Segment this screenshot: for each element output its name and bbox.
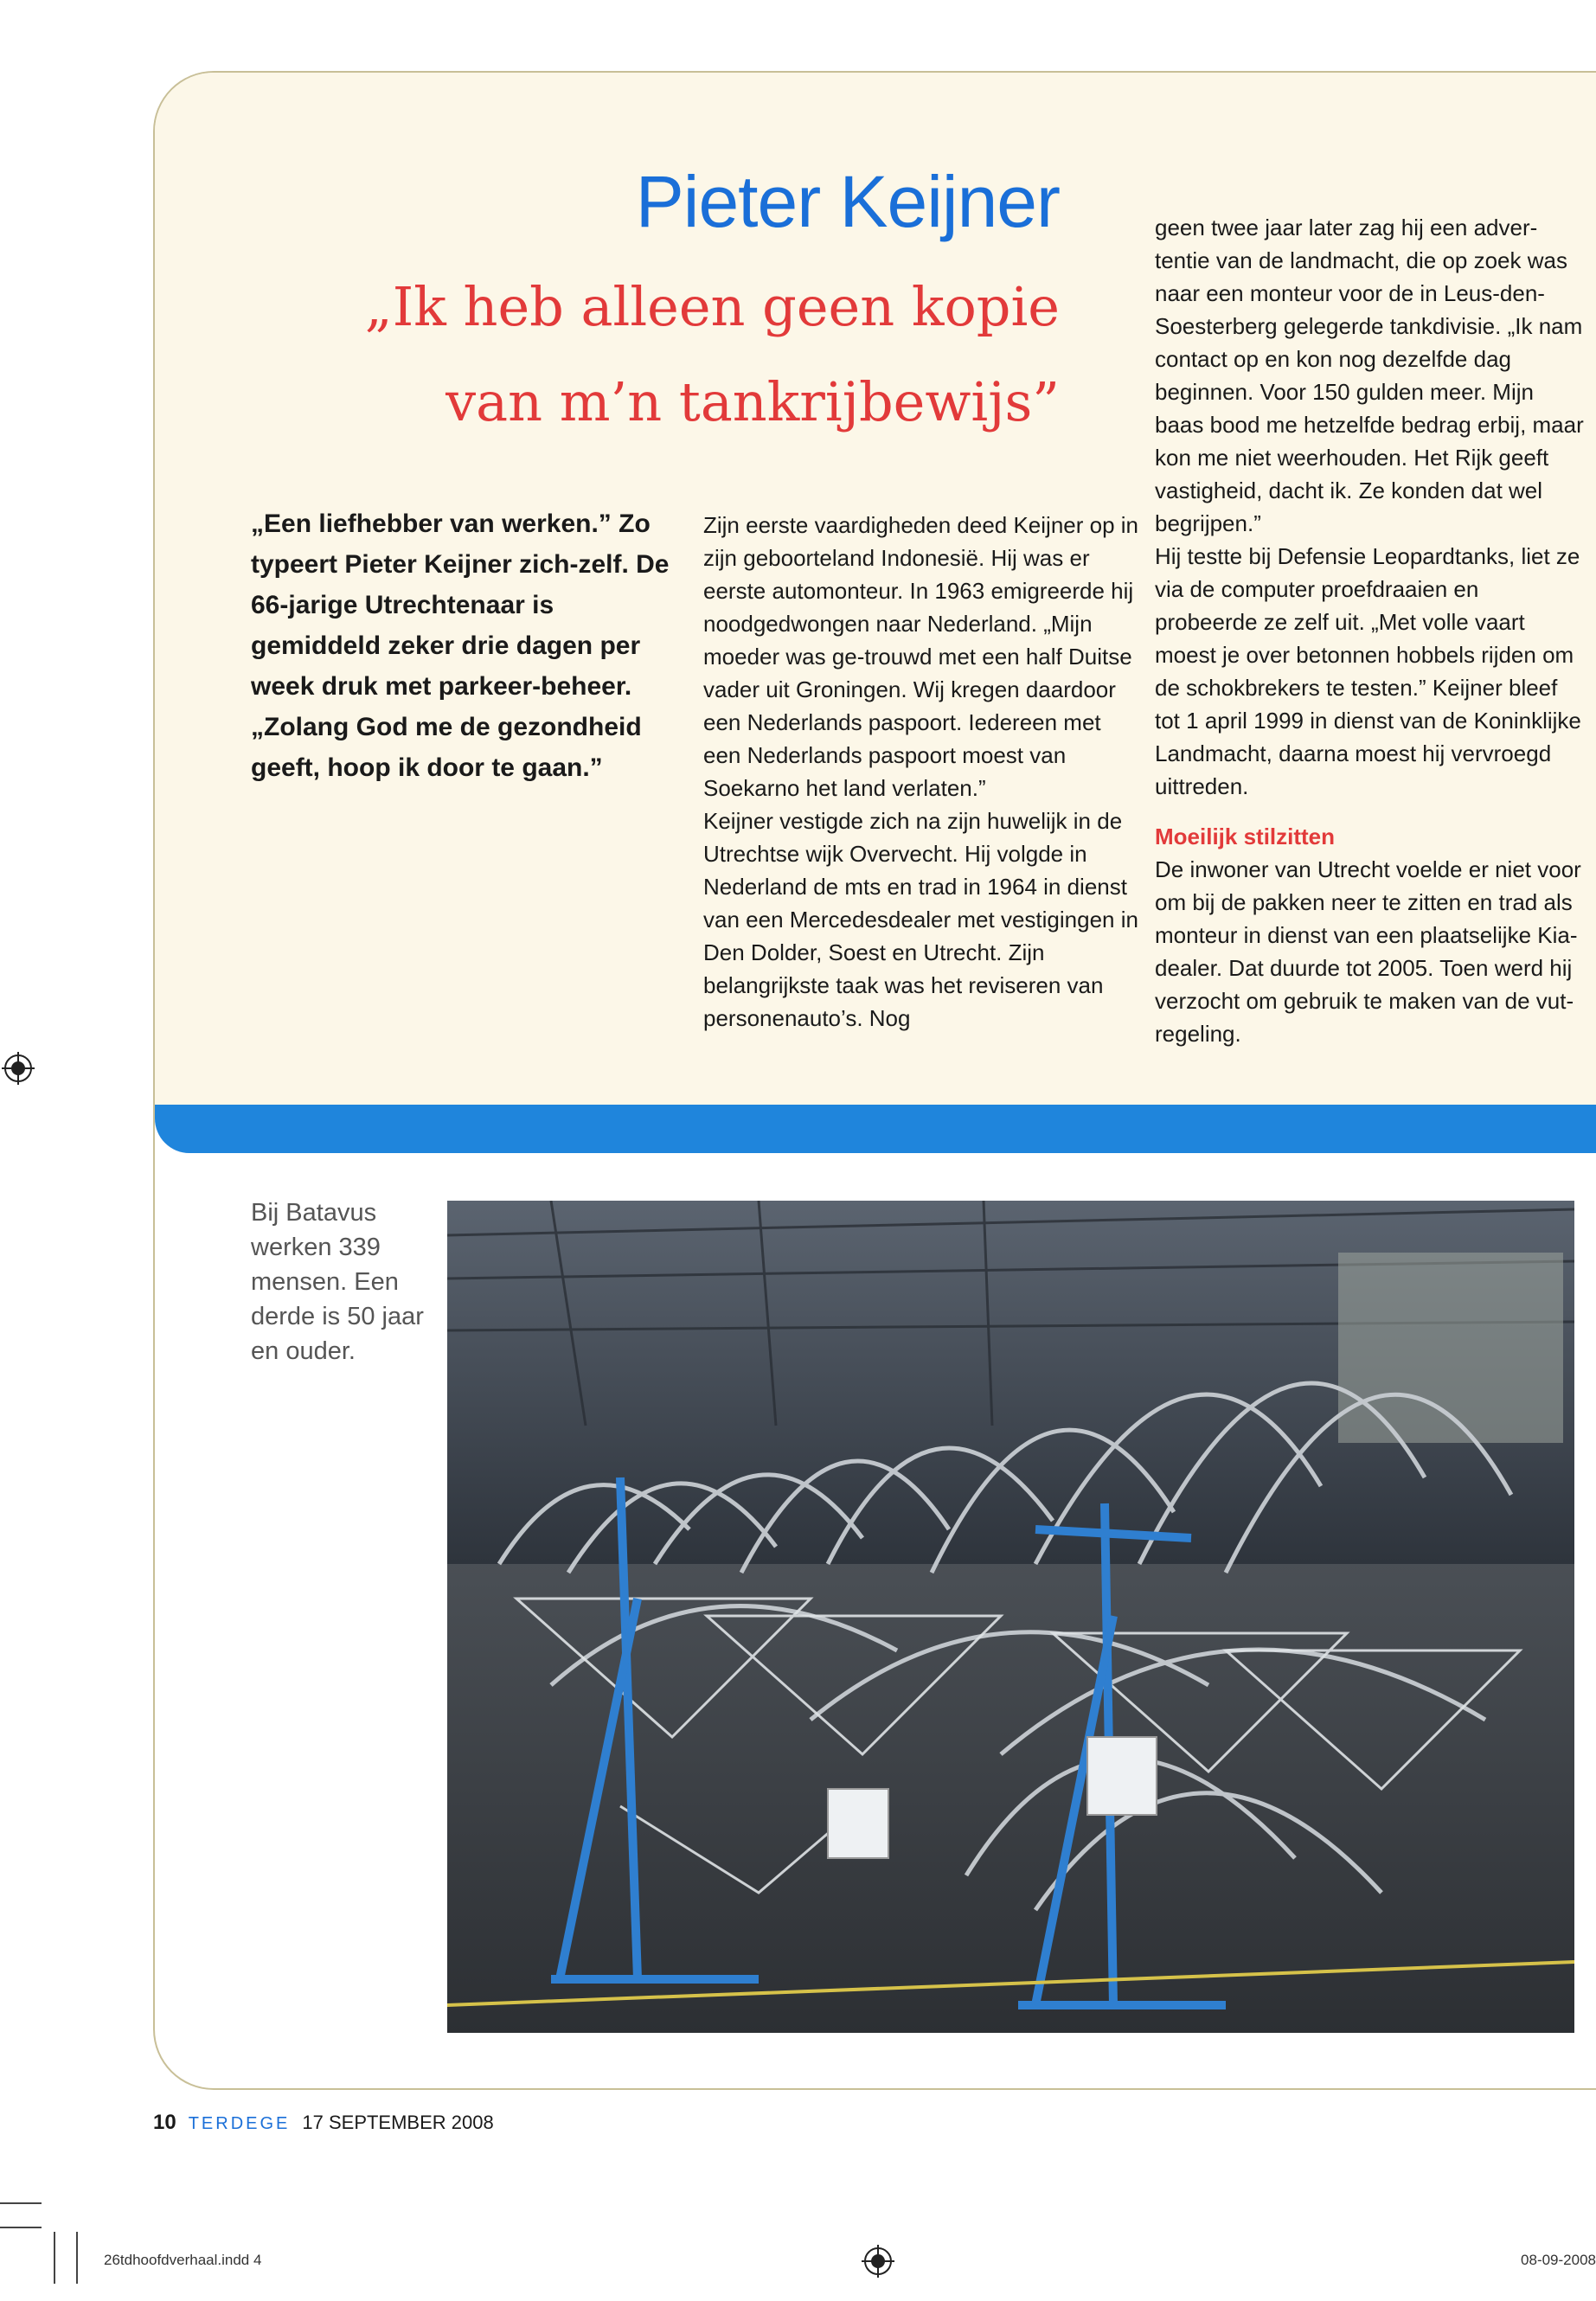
article-headline: [365, 260, 1060, 450]
headline-line-1: „Ik heb alleen geen kopie: [364, 275, 1060, 338]
factory-photo: [447, 1201, 1574, 2033]
article-column-2: [1155, 211, 1587, 1050]
registration-mark-icon: [2, 1052, 35, 1085]
column-paragraph: Keijner vestigde zich na zijn huwelijk in de Utrechtse wijk Overvecht. Hij volgde in Nederland de mts en trad in 1964 in dienst van een Mercedesdealer met vestigingen in Den Dolder, Soest en Utrecht. Zijn belangrijkste taak was het reviseren van personenauto’s. Nog: [703, 808, 1138, 1031]
crop-mark: [54, 2232, 55, 2284]
magazine-name: TERDEGE: [188, 2114, 291, 2133]
page-footer: [153, 2111, 494, 2135]
article-name: Pieter Keijner: [635, 161, 1060, 242]
headline-line-2: van m’n tankrijbewijs”: [445, 370, 1060, 433]
registration-mark-icon: [862, 2245, 894, 2278]
page-number: 10: [153, 2111, 176, 2134]
column-paragraph: De inwoner van Utrecht voelde er niet voor om bij de pakken neer te zitten en trad als monteur in dienst van een plaatselijke Kia-dealer. Dat duurde tot 2005. Toen werd hij verzocht om gebruik te maken van de vut-regeling.: [1155, 856, 1581, 1047]
column-paragraph: Hij testte bij Defensie Leopardtanks, liet ze via de computer proefdraaien en probeerde ze zelf uit. „Met volle vaart moest je over betonnen hobbels rijden om de schokbrekers te testen.” Keijner bleef tot 1 april 1999 in dienst van de Koninklijke Landmacht, daarna moest hij vervroegd uittreden.: [1155, 543, 1581, 799]
bicycle-frames-illustration: [447, 1201, 1574, 2033]
photo-caption: Bij Batavus werken 339 mensen. Een derde is 50 jaar en ouder.: [251, 1199, 424, 1365]
blue-divider-band: [155, 1105, 1596, 1153]
crop-mark: [76, 2232, 78, 2284]
crop-mark: [0, 2202, 42, 2204]
crop-mark: [0, 2227, 42, 2228]
print-slug-date: 08-09-2008: [1521, 2252, 1596, 2268]
print-slug-filename: 26tdhoofdverhaal.indd 4: [104, 2252, 262, 2268]
section-subheading: Moeilijk stilzitten: [1155, 824, 1336, 849]
article-column-1: [703, 509, 1144, 1035]
column-paragraph: geen twee jaar later zag hij een adver-tentie van de landmacht, die op zoek was naar een monteur voor de in Leus-den-Soesterberg gelegerde tankdivisie. „Ik nam contact op en kon nog dezelfde dag beginnen. Voor 150 gulden meer. Mijn baas bood me hetzelfde bedrag erbij, maar kon me niet weerhouden. Het Rijk geeft vastigheid, dacht ik. Ze konden dat wel begrijpen.”: [1155, 215, 1584, 536]
lead-paragraph: „Een liefhebber van werken.” Zo typeert Pieter Keijner zich-zelf. De 66-jarige Utrechtenaar is gemiddeld zeker drie dagen per week druk met parkeer-beheer. „Zolang God me de gezondheid geeft, hoop ik door te gaan.”: [251, 510, 670, 782]
issue-date: 17 SEPTEMBER 2008: [302, 2112, 494, 2133]
column-paragraph: Zijn eerste vaardigheden deed Keijner op in zijn geboorteland Indonesië. Hij was er eerste automonteur. In 1963 emigreerde hij noodgedwongen naar Nederland. „Mijn moeder was ge-trouwd met een half Duitse vader uit Groningen. Wij kregen daardoor een Nederlands paspoort. Iedereen met een Nederlands paspoort moest van Soekarno het land verlaten.”: [703, 512, 1139, 801]
